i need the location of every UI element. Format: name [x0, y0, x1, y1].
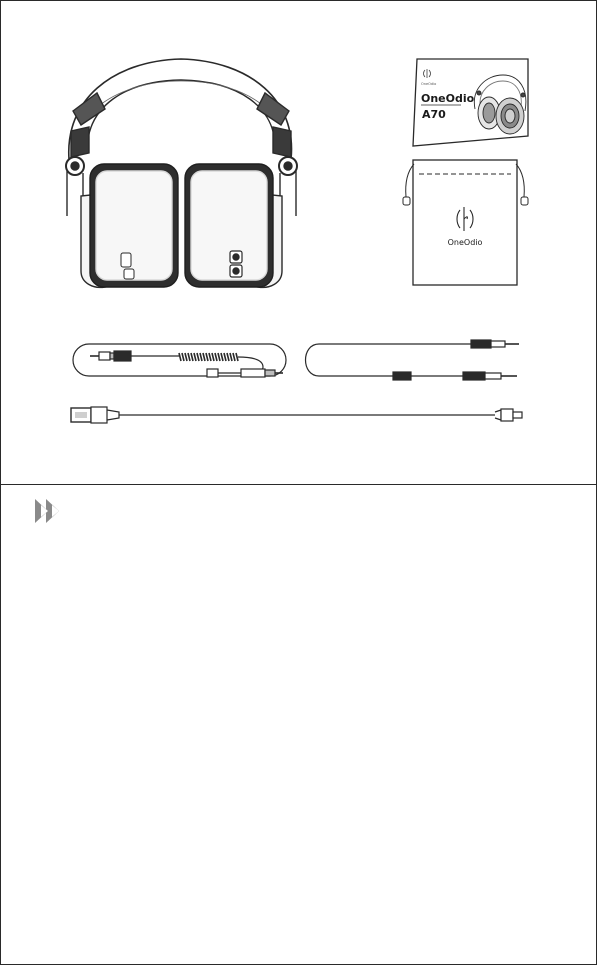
package-contents-illustration [1, 1, 596, 484]
manual-small-logo-text: OneOdio [421, 82, 437, 86]
package-contents-panel [1, 1, 596, 485]
manual-brand-text: OneOdio [421, 92, 475, 105]
double-chevron-right-icon [31, 493, 71, 529]
carrying-pouch [403, 160, 528, 285]
manual-model-text: A70 [422, 108, 446, 121]
user-manual-booklet [413, 59, 528, 146]
usb-charging-cable [71, 407, 522, 423]
straight-audio-cable-with-mic [306, 340, 520, 380]
pouch-brand-text: OneOdio [447, 238, 483, 247]
blank-section-panel [1, 485, 596, 964]
inline-remote-icon [393, 372, 411, 380]
headphones-illustration [66, 59, 297, 287]
coiled-audio-cable [73, 344, 286, 377]
cable-coil [179, 353, 238, 361]
